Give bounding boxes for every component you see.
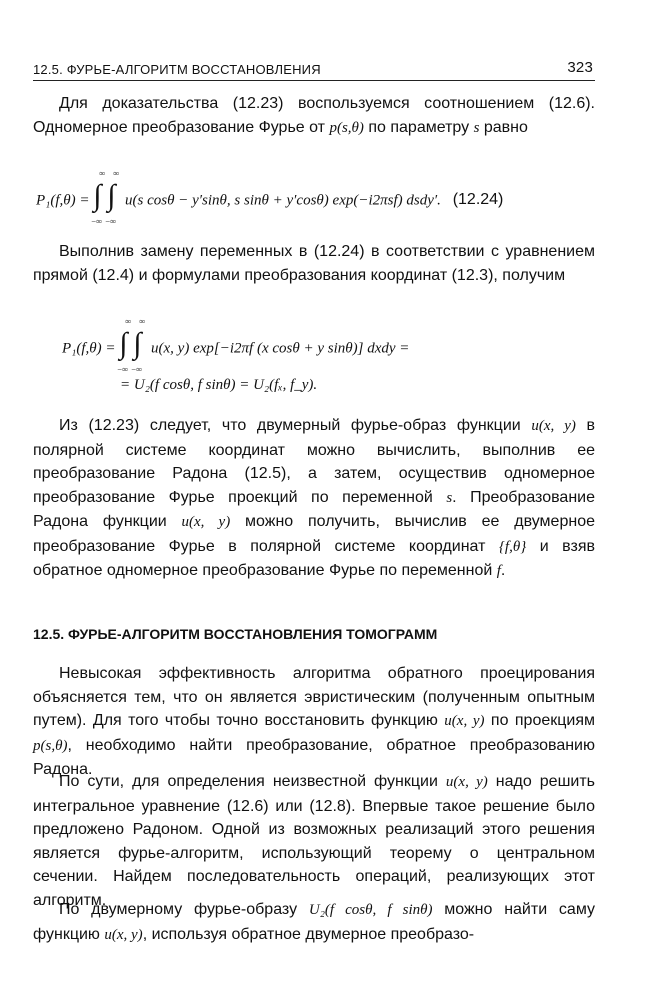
- math-inline: U₂(f cosθ, f sinθ): [308, 902, 433, 918]
- paragraph-substitution: Выполнив замену переменных в (12.24) в соответствии с уравнением прямой (12.4) и формулами преобразования координат (12.3), получим: [33, 243, 595, 284]
- math-inline: u(x, y): [181, 514, 231, 530]
- paragraph-radon-explanation: Из (12.23) следует, что двумерный фурье-образ функции u(x, y) в полярной системе координат можно вычислить, выполнив ее преобразование Радона (12.5), а затем, осуществив одномерное преобразование Фурье проекций по переменной s. Преобразование Радона функции u(x, y) можно получить, вычислив ее двумерное преобразование Фурье в полярной системе координат {f,θ} и взяв обратное одномерное преобразование Фурье по переменной f.: [33, 417, 596, 579]
- math-inline: u(x, y): [104, 926, 143, 943]
- integral-sign: ∫ ∞ −∞: [105, 168, 120, 226]
- paragraph-backprojection: Невысокая эффективность алгоритма обратного проецирования объясняется тем, что он является эвристическим (полученным опытным путем). Для того чтобы точно восстановить функцию u(x, y) по проекциям p(s,θ), необходимо найти преобразование, обратное преобразованию Радона.: [33, 665, 596, 778]
- math-inline: s: [446, 489, 453, 506]
- paragraph-radon-solution: По сути, для определения неизвестной функции u(x, y) надо решить интегральное уравнение (12.6) или (12.8). Впервые такое решение было предложено Радоном. Одной из возможных реализаций этого решения является фурье-алгоритм, использующий теорему о центральном сечении. Найдем последовательность операций, реализующих этот алгоритм.: [33, 773, 596, 909]
- paragraph-inverse-transform: По двумерному фурье-образу U₂(f cosθ, f sinθ) можно найти саму функцию u(x, y), используя обратное двумерное преобразо-: [33, 901, 595, 943]
- equation-body: u(x, y) exp[−i2πf (x cosθ + y sinθ)] dxdy =: [151, 340, 410, 357]
- equation-lhs: P₁(f,θ) =: [62, 340, 116, 357]
- section-heading: 12.5. ФУРЬЕ-АЛГОРИТМ ВОССТАНОВЛЕНИЯ ТОМОГРАММ: [33, 626, 438, 642]
- equation-number: (12.24): [452, 191, 504, 209]
- running-header: [33, 58, 595, 81]
- integral-sign: ∫ ∞ −∞: [91, 168, 106, 226]
- equation-lhs: P₁(f,θ) =: [36, 192, 90, 209]
- math-inline: u(x, y): [444, 713, 485, 729]
- integral-sign: ∫ ∞ −∞: [117, 316, 132, 374]
- integral-sign: ∫ ∞ −∞: [131, 316, 146, 374]
- math-inline: s: [473, 119, 480, 136]
- paragraph-proof-intro: Для доказательства (12.23) воспользуемся соотношением (12.6). Одномерное преобразование Фурье от p(s,θ) по параметру s равно: [33, 95, 595, 136]
- equation-12-25-line1: [62, 316, 410, 374]
- page-number: 323: [567, 59, 593, 76]
- math-inline: p(s,θ): [329, 119, 364, 136]
- math-inline: f: [496, 563, 501, 579]
- math-inline: u(x, y): [445, 774, 488, 790]
- equation-12-25-line2: = U₂(f cosθ, f sinθ) = U₂(fₓ, f_y).: [120, 377, 318, 393]
- equation-body: u(s cosθ − y′sinθ, s sinθ + y′cosθ) exp(−i2πsf) dsdy′.: [125, 192, 441, 209]
- running-title: 12.5. ФУРЬЕ-АЛГОРИТМ ВОССТАНОВЛЕНИЯ: [33, 62, 321, 77]
- math-inline: u(x, y): [531, 418, 576, 434]
- math-inline: p(s,θ): [33, 737, 68, 754]
- math-inline: {f,θ}: [498, 538, 527, 555]
- equation-12-24: [36, 168, 504, 226]
